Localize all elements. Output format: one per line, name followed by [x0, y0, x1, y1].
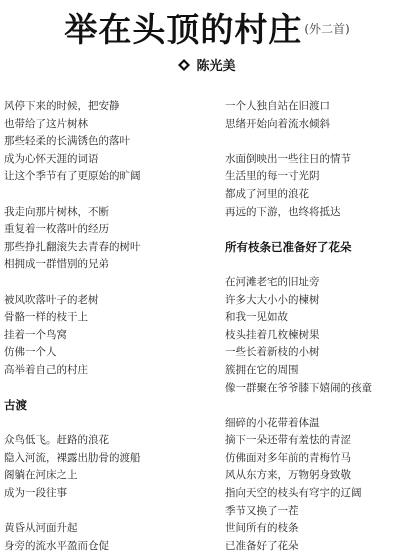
poem-line: 摘下一朵还带有羞怯的青涩 — [225, 434, 351, 447]
left-column — [4, 98, 204, 555]
stanza-gap — [4, 415, 204, 433]
poem-line: 相拥成一群惜别的兄弟 — [4, 258, 109, 271]
poem-line: 思绪开始向着流水倾斜 — [225, 117, 330, 130]
poem-line: 一个人独自站在旧渡口 — [225, 100, 330, 112]
poem-line: 隐入河流，裸露出肋骨的渡船 — [4, 451, 141, 464]
poem-line: 在河滩老宅的旧址旁 — [225, 275, 320, 288]
stanza-gap — [225, 221, 414, 239]
stanza-gap — [225, 397, 414, 415]
poem-line: 也带给了这片树林 — [4, 117, 88, 130]
poem-line: 风停下来的时候，把安静 — [4, 100, 120, 112]
poem-line: 众鸟低飞。赶路的浪花 — [4, 434, 109, 447]
right-column — [225, 98, 414, 555]
poem-line: 那些挣扎翻滚失去青春的树叶 — [4, 240, 141, 253]
poem-line: 黄昏从河面升起 — [4, 522, 78, 535]
stanza-gap — [4, 380, 204, 398]
stanza-gap — [225, 133, 414, 151]
stanza-gap — [225, 256, 414, 274]
poem-line: 再远的下游，也终将抵达 — [225, 205, 341, 218]
poem-line: 让这个季节有了更原始的旷阔 — [4, 170, 141, 183]
poem-line: 重复着一枚落叶的经历 — [4, 223, 109, 236]
poem-line: 簇拥在它的周围 — [225, 363, 299, 376]
poem-line: 身旁的流水平盈而仓促 — [4, 539, 109, 552]
poem-line: 阁躺在河床之上 — [4, 469, 78, 482]
page-title: 举在头顶的村庄 — [64, 10, 303, 49]
author-byline — [0, 55, 414, 74]
poem-line: 许多大大小小的楝树 — [225, 293, 320, 306]
poem-line: 都成了河里的浪花 — [225, 187, 309, 200]
poem-line: 挂着一个鸟窝 — [4, 328, 67, 341]
poem-line: 被风吹落叶子的老树 — [4, 293, 99, 306]
poem-line: 指向天空的枝头有穹宇的辽阔 — [225, 487, 362, 500]
stanza-gap — [4, 186, 204, 204]
poem-line: 像一群聚在爷爷膝下嬉闹的孩童 — [225, 381, 372, 394]
poem-line: 水面倒映出一些往日的情节 — [225, 152, 351, 165]
poem-line: 仿佛一个人 — [4, 346, 57, 359]
poem-line: 仿佛面对多年前的青梅竹马 — [225, 451, 351, 464]
poem-line: 那些轻柔的长满锈色的落叶 — [4, 135, 130, 148]
poem-line: 一些长着新枝的小树 — [225, 346, 320, 359]
poem-line: 高举着自己的村庄 — [4, 363, 88, 376]
stanza-gap — [4, 274, 204, 292]
poem-line: 风从东方来，万物躬身致敬 — [225, 469, 351, 482]
poem-line: 成为心怀天涯的词语 — [4, 152, 99, 165]
poem-line: 枝头挂着几枚楝树果 — [225, 328, 320, 341]
poem-header — [0, 4, 414, 51]
poem-line: 已准备好了花朵 — [225, 539, 299, 552]
poem-line: 细碎的小花带着体温 — [225, 416, 320, 429]
poem-line: 世间所有的枝条 — [225, 522, 299, 535]
section-title: 古渡 — [4, 398, 27, 413]
poem-line: 成为一段往事 — [4, 487, 67, 500]
author-name: 陈光美 — [196, 59, 236, 74]
poem-line: 骨骼一样的枝干上 — [4, 311, 88, 324]
section-title: 所有枝条已准备好了花朵 — [225, 239, 352, 254]
poem-line: 我走向那片树林，不断 — [4, 205, 109, 218]
poem-line: 季节又换了一茬 — [225, 504, 299, 517]
diamond-bullet-icon — [178, 59, 190, 71]
title-note: (外二首) — [304, 22, 350, 36]
poem-line: 生活里的每一寸光阴 — [225, 170, 320, 183]
poem-line: 和我一见如故 — [225, 311, 288, 324]
stanza-gap — [4, 503, 204, 521]
